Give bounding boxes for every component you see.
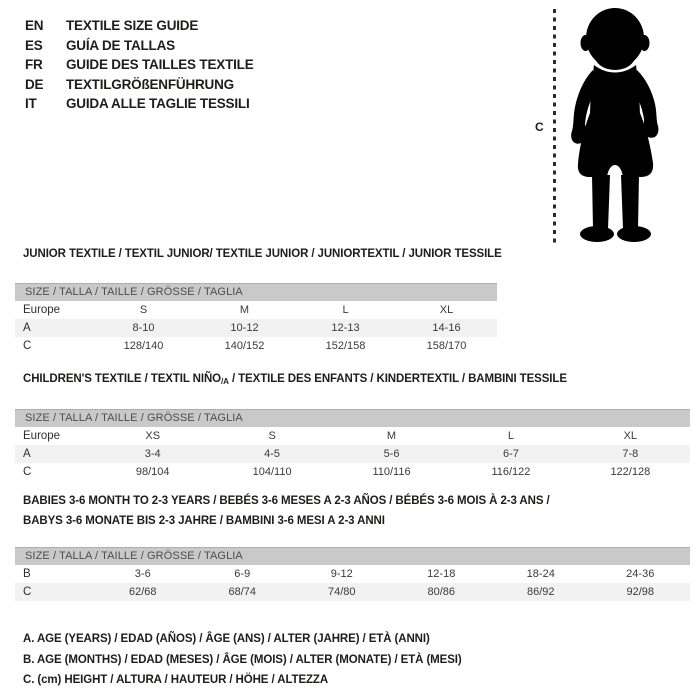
table-cell: 74/80 [327, 586, 356, 598]
footnotes [23, 629, 462, 691]
language-label: GUIDE DES TAILLES TEXTILE [66, 57, 254, 73]
table-row [15, 427, 690, 445]
language-row-es [25, 36, 254, 56]
table-cell: 12-13 [331, 322, 360, 334]
table-row [15, 583, 690, 601]
section-junior-textile [15, 247, 502, 355]
table-cell: XL [439, 304, 454, 316]
section-babies-textile [15, 491, 690, 601]
language-list [25, 16, 254, 114]
table-cell: 7-8 [622, 448, 639, 460]
row-label: A [23, 448, 31, 460]
table-cell: 6-9 [234, 568, 251, 580]
table-cell: 98/104 [135, 466, 170, 478]
language-code: IT [25, 96, 37, 112]
table-cell: XS [145, 430, 161, 442]
dashed-height-line-icon [552, 7, 557, 245]
table-row [15, 463, 690, 481]
table-cell: 86/92 [526, 586, 555, 598]
table-cell: 14-16 [432, 322, 461, 334]
table-cell: 3-6 [134, 568, 151, 580]
table-cell: M [239, 304, 250, 316]
language-label: TEXTILGRÖßENFÜHRUNG [66, 76, 234, 92]
language-code: EN [25, 18, 44, 33]
title-line-1: BABIES 3-6 MONTH TO 2-3 YEARS / BEBÉS 3-6 MESES A 2-3 AÑOS / BÉBÉS 3-6 MOIS À 2-3 ANS / [23, 495, 550, 507]
language-row-en [25, 16, 254, 36]
row-label: B [23, 568, 31, 580]
table-cell: M [386, 430, 397, 442]
footnote-a: A. AGE (YEARS) / EDAD (AÑOS) / ÂGE (ANS) / ALTER (JAHRE) / ETÀ (ANNI) [23, 633, 430, 645]
height-measure-label: C [535, 120, 544, 134]
table-cell: S [268, 430, 276, 442]
table-cell: 4-5 [264, 448, 281, 460]
height-measure-figure [530, 7, 695, 247]
table-cell: XL [623, 430, 638, 442]
language-row-de [25, 75, 254, 95]
row-label: C [23, 340, 32, 352]
table-cell: 3-4 [144, 448, 161, 460]
table-cell: 10-12 [230, 322, 259, 334]
table-cell: 80/86 [427, 586, 456, 598]
table-cell: 152/158 [325, 340, 366, 352]
language-code: DE [25, 76, 44, 92]
babies-size-table [15, 565, 690, 601]
children-size-table [15, 427, 690, 481]
row-label: C [23, 586, 32, 598]
table-cell: 116/122 [491, 466, 531, 478]
table-cell: 62/68 [128, 586, 157, 598]
junior-size-table [15, 301, 497, 355]
table-cell: 104/110 [252, 466, 292, 478]
title-subscript: /A [221, 377, 229, 386]
language-row-fr [25, 55, 254, 75]
table-row [15, 301, 497, 319]
table-cell: 110/116 [372, 466, 411, 478]
row-label: Europe [23, 430, 61, 442]
table-row [15, 337, 497, 355]
table-cell: 5-6 [383, 448, 400, 460]
language-label: GUÍA DE TALLAS [66, 37, 175, 53]
language-code: ES [25, 37, 43, 53]
table-cell: 12-18 [427, 568, 456, 580]
section-title: JUNIOR TEXTILE / TEXTIL JUNIOR/ TEXTILE JUNIOR / JUNIORTEXTIL / JUNIOR TESSILE [23, 248, 502, 260]
table-row [15, 319, 497, 337]
table-cell: 18-24 [526, 568, 555, 580]
table-cell: 9-12 [330, 568, 353, 580]
table-cell: 8-10 [132, 322, 155, 334]
size-header-bar: SIZE / TALLA / TAILLE / GRÖSSE / TAGLIA [15, 409, 690, 427]
footnote-c: C. (cm) HEIGHT / ALTURA / HAUTEUR / HÖHE / ALTEZZA [23, 674, 329, 686]
footnote-b: B. AGE (MONTHS) / EDAD (MESES) / ÂGE (MOIS) / ALTER (MONATE) / ETÀ (MESI) [23, 653, 462, 666]
table-cell: S [139, 304, 148, 316]
row-label: C [23, 466, 32, 478]
title-line-2: BABYS 3-6 MONATE BIS 2-3 JAHRE / BAMBINI 3-6 MESI A 2-3 ANNI [23, 515, 385, 527]
table-cell: L [507, 430, 514, 442]
language-code: FR [25, 57, 43, 73]
toddler-silhouette-icon [563, 7, 668, 243]
title-text: / TEXTILE DES ENFANTS / KINDERTEXTIL / BAMBINI TESSILE [228, 373, 567, 385]
table-cell: 68/74 [228, 586, 257, 598]
table-cell: 128/140 [123, 340, 164, 352]
table-cell: 24-36 [626, 568, 655, 580]
row-label: Europe [23, 304, 61, 316]
title-text: CHILDREN'S TEXTILE / TEXTIL NIÑO [23, 373, 222, 385]
section-title [23, 491, 690, 531]
table-cell: 158/170 [426, 340, 467, 352]
language-row-it [25, 94, 254, 114]
section-title [23, 372, 690, 389]
table-row [15, 565, 690, 583]
language-label: GUIDA ALLE TAGLIE TESSILI [66, 96, 250, 112]
table-cell: 92/98 [626, 586, 655, 598]
size-header-bar: SIZE / TALLA / TAILLE / GRÖSSE / TAGLIA [15, 283, 497, 301]
table-row [15, 445, 690, 463]
table-cell: 122/128 [610, 466, 651, 478]
row-label: A [23, 322, 31, 334]
table-cell: L [342, 304, 349, 316]
size-header-bar: SIZE / TALLA / TAILLE / GRÖSSE / TAGLIA [15, 547, 690, 565]
table-cell: 6-7 [502, 448, 519, 460]
language-label: TEXTILE SIZE GUIDE [66, 18, 199, 33]
section-children-textile [15, 372, 690, 481]
table-cell: 140/152 [224, 340, 265, 352]
